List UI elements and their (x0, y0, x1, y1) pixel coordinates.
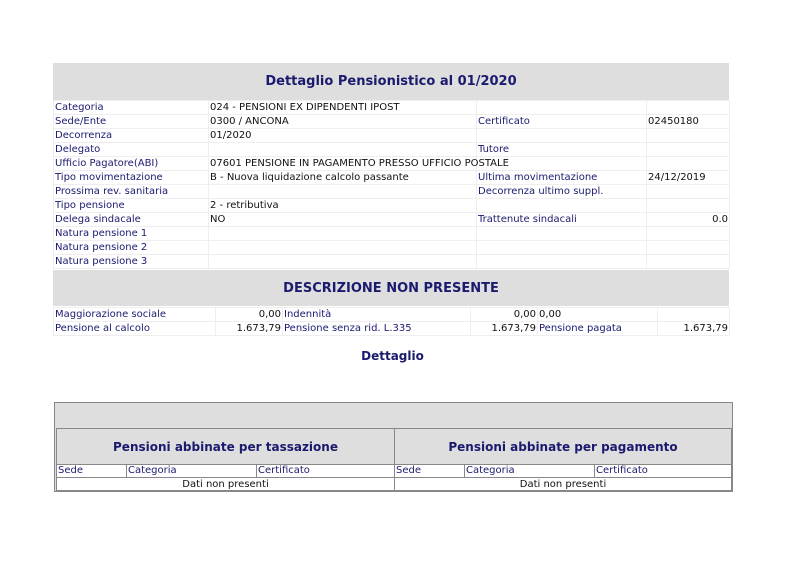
field-value: 2 - retributiva (209, 199, 477, 213)
field-label: Natura pensione 2 (54, 241, 209, 255)
field-value: B - Nuova liquidazione calcolo passante (209, 171, 477, 185)
amount-value: 1.673,79 (471, 322, 538, 336)
detail-row (54, 241, 730, 255)
field-label: Decorrenza ultimo suppl. (477, 185, 647, 199)
amount-label: Maggiorazione sociale (54, 308, 216, 322)
dettaglio-title: Dettaglio (361, 349, 424, 363)
detail-row (54, 171, 730, 185)
detail-row (54, 227, 730, 241)
pagamento-column (394, 428, 732, 491)
field-value (647, 157, 730, 171)
field-value: 0300 / ANCONA (209, 115, 477, 129)
empty-message: Dati non presenti (57, 477, 394, 491)
field-value (647, 129, 730, 143)
column-header-categoria: Categoria (465, 465, 595, 477)
amount-label: Pensione al calcolo (54, 322, 216, 336)
field-label (477, 101, 647, 115)
field-value (647, 101, 730, 115)
page-title: Dettaglio Pensionistico al 01/2020 (53, 63, 729, 100)
amounts-row (54, 308, 730, 322)
pagamento-title: Pensioni abbinate per pagamento (395, 429, 731, 465)
field-value: 24/12/2019 (647, 171, 730, 185)
detail-row (54, 185, 730, 199)
column-header-categoria: Categoria (127, 465, 257, 477)
field-value: 0.0 (647, 213, 730, 227)
field-value: 01/2020 (209, 129, 477, 143)
field-value (209, 255, 477, 269)
amount-label: Pensione senza rid. L.335 (283, 322, 471, 336)
field-value (647, 255, 730, 269)
detail-row (54, 143, 730, 157)
empty-message: Dati non presenti (395, 477, 731, 491)
field-value (209, 227, 477, 241)
amount-value: 1.673,79 (658, 322, 730, 336)
field-label (477, 129, 647, 143)
detail-row (54, 213, 730, 227)
field-value: 07601 PENSIONE IN PAGAMENTO PRESSO UFFICIO POSTALE (210, 158, 509, 169)
field-label: Natura pensione 3 (54, 255, 209, 269)
field-value: 02450180 (647, 115, 730, 129)
field-label: Ultima movimentazione (477, 171, 647, 185)
field-label (477, 199, 647, 213)
description-header: DESCRIZIONE NON PRESENTE (53, 270, 729, 306)
field-value (209, 241, 477, 255)
field-value (209, 185, 477, 199)
field-label: Tipo movimentazione (54, 171, 209, 185)
field-value (647, 241, 730, 255)
column-header-sede: Sede (395, 465, 465, 477)
amount-value: 0,00 (216, 308, 283, 322)
detail-row (54, 101, 730, 115)
amount-label: Pensione pagata (538, 322, 658, 336)
field-label: Delega sindacale (54, 213, 209, 227)
field-label: Categoria (54, 101, 209, 115)
detail-row (54, 129, 730, 143)
field-value: NO (209, 213, 477, 227)
tassazione-title: Pensioni abbinate per tassazione (57, 429, 394, 465)
detail-row (54, 199, 730, 213)
column-header-sede: Sede (57, 465, 127, 477)
field-label: Tipo pensione (54, 199, 209, 213)
field-value (647, 185, 730, 199)
amount-value: 1.673,79 (216, 322, 283, 336)
amount-value: 0,00 (538, 308, 658, 322)
field-value: 024 - PENSIONI EX DIPENDENTI IPOST (209, 101, 477, 115)
amounts-row (54, 322, 730, 336)
field-label: Certificato (477, 115, 647, 129)
tassazione-column (56, 428, 395, 491)
field-label: Sede/Ente (54, 115, 209, 129)
detail-row (54, 255, 730, 269)
field-label: Delegato (54, 143, 209, 157)
field-label: Tutore (477, 143, 647, 157)
amount-label: Indennità (283, 308, 471, 322)
amount-value (658, 308, 730, 322)
field-label: Trattenute sindacali (477, 213, 647, 227)
amounts-table (53, 307, 730, 336)
field-label: Ufficio Pagatore(ABI) (54, 157, 209, 171)
field-value (647, 227, 730, 241)
linked-pensions-panel (54, 402, 733, 492)
field-value (647, 199, 730, 213)
field-value (647, 143, 730, 157)
amount-value: 0,00 (471, 308, 538, 322)
detail-row (54, 115, 730, 129)
column-header-certificato: Certificato (596, 465, 648, 476)
field-label: Prossima rev. sanitaria (54, 185, 209, 199)
field-label (477, 241, 647, 255)
field-value (209, 143, 477, 157)
field-label (477, 255, 647, 269)
field-label (477, 227, 647, 241)
field-label: Decorrenza (54, 129, 209, 143)
pension-details-table (53, 100, 730, 269)
column-header-certificato: Certificato (258, 465, 310, 476)
field-label: Natura pensione 1 (54, 227, 209, 241)
detail-row (54, 157, 730, 171)
